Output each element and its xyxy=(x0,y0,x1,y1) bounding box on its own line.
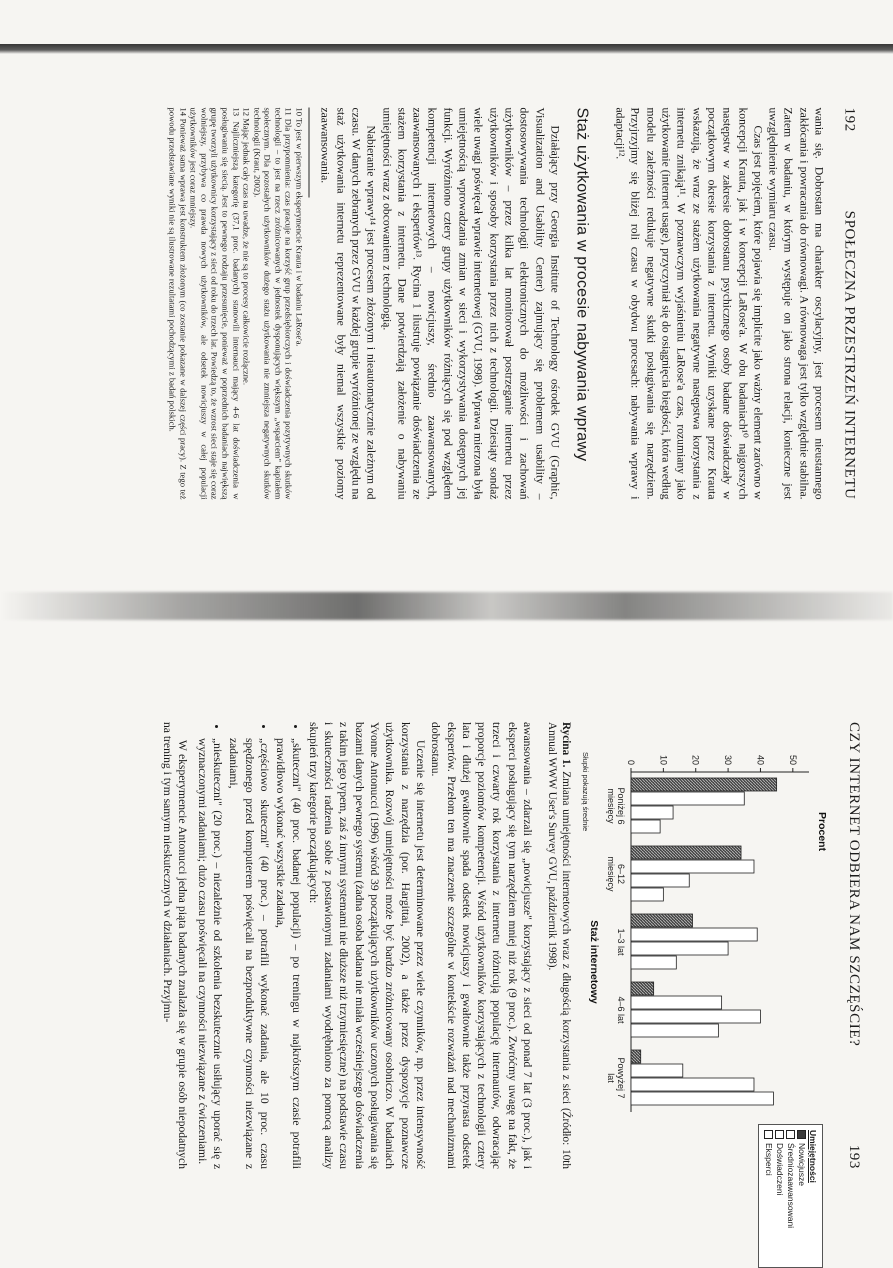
bar xyxy=(631,1024,718,1037)
footnote: 11 Dla przypomnienia: czas pracuje na korzyść grup przedsiębiorczych i doświadczenia pozytywnych skutków technologii – to jest na rzecz zróżnicowanych w jednostek dysponujących większym „wsparciem" kapitałem społecznym. Dla pozostałych użytkowników dużego stażu użytkowania nie zmniejsza negatywnych skutków technologii (Kraut, 2002). xyxy=(252,108,294,500)
legend-entry xyxy=(785,1130,796,1262)
paragraph: Czas jest pojęciem, które pojawia się implicite jako ważny element zarówno w koncepcji Krauta, jak i w koncepcji LaRose'a. W obu badaniach¹⁰ najgorszych następstw w zakresie dobrostanu psychicznego osoby badane doświadczały w początkowym okresie korzystania z internetu. Wyniki uzyskane przez Krauta wskazują, że wraz ze stażem użytkowania negatywne następstwa korzystania z internetu znikają¹¹. W poznawczym wyjaśnieniu LaRose'a czas, rozumiany jako użytkowanie (internet usage), przyczyniał się do osiągnięcia biegłości, która według modelu zależności redukuje negatywne skutki posługiwania się narzędziem. Przyjrzyjmy się bliżej roli czasu w obydwu procesach: nabywania wprawy i adaptacji¹². xyxy=(612,108,765,500)
footnote-rule xyxy=(309,108,310,198)
legend-swatch xyxy=(797,1130,806,1139)
bar xyxy=(631,820,660,833)
y-tick-label: 30 xyxy=(723,755,733,765)
x-tick-label: 4–6 lat xyxy=(616,996,626,1024)
legend-swatch xyxy=(764,1130,773,1139)
running-title-right: CZY INTERNET ODBIERA NAM SZCZĘŚCIE? xyxy=(845,722,862,1046)
legend-swatch xyxy=(775,1130,784,1139)
figure-1 xyxy=(581,722,831,1169)
caption-label: Rycina 1. xyxy=(560,722,572,767)
y-tick-label: 50 xyxy=(788,755,798,765)
bar xyxy=(631,806,673,819)
legend-entry xyxy=(774,1130,785,1262)
y-axis-title: Procent xyxy=(816,812,828,852)
list-item: • „nieskuteczni" (20 proc.) – niezależnie od szkolenia bezskutecznie usiłujący uporać się z wyznaczonymi zadaniami; dużo czasu poświęcali na czynności niezwiązane z ćwiczeniami. xyxy=(194,738,225,1169)
legend-entry xyxy=(763,1130,774,1262)
bar xyxy=(631,860,754,873)
x-axis-title: Staż internetowy xyxy=(588,920,600,1004)
x-tick-label-line2: miesięcy xyxy=(606,788,616,824)
book-spine-seam xyxy=(0,592,893,620)
x-tick-label: Poniżej 6 xyxy=(616,787,626,824)
paragraph: W eksperymencie Antonucci jedna piąta badanych znalazła się w grupie osób niepodatnych na trening i tym samym nieskutecznych w działaniach. Przyjmu- xyxy=(160,722,191,1169)
bar xyxy=(631,928,757,941)
bar xyxy=(631,982,654,995)
list-item: • „skuteczni" (40 proc. badanej populacji) – po treningu w najkrótszym czasie potrafili prawidłowo wykonać wszystkie zadania, xyxy=(273,738,304,1169)
paragraph: wania się. Dobrostan ma charakter oscylacyjny, jest procesem nieustannego zakłócania i powracania do równowagi. A równowaga jest tylko względnie stabilna. Zatem w badaniu, w którym występuje on jako strona relacji, konieczne jest uwzględnienie wymiaru czasu. xyxy=(765,108,826,500)
x-tick-label: 1–3 lat xyxy=(616,928,626,956)
section-heading: Staż użytkowania w procesie nabywania wprawy xyxy=(572,108,590,500)
y-tick-label: 0 xyxy=(626,760,636,765)
bar xyxy=(631,1064,683,1077)
bar xyxy=(631,1010,760,1023)
footnote: 10 To jest w pierwszym eksperymencie Krauta i w badaniu LaRose'a. xyxy=(294,108,305,500)
bar-chart xyxy=(581,722,831,1122)
x-tick-label-line2: miesięcy xyxy=(606,856,616,892)
x-tick-label-line2: lat xyxy=(606,1073,616,1083)
x-tick-label: Powyżej 7 xyxy=(616,1057,626,1098)
chart-note: Słupki pokazują średnie xyxy=(581,752,590,831)
paragraph: Nabieranie wprawy¹⁴ jest procesem złożonym i nieautomatycznie zależnym od czasu. W danych zebranych przez GVU w każdej grupie wyróżnionej ze względu na staż użytkowania internetu reprezentowane były niemal wszystkie poziomy zaawansowania. xyxy=(318,108,379,500)
bar xyxy=(631,792,744,805)
chart-legend xyxy=(758,1124,823,1268)
page-193-inner xyxy=(0,662,892,1217)
footnote: 12 Mając jednak cały czas na uwadze, że nie są to procesy całkowicie rozłączne. xyxy=(241,108,252,500)
legend-label: Eksperci xyxy=(763,1143,774,1176)
y-tick-label: 10 xyxy=(658,755,668,765)
page-number-192: 192 xyxy=(841,108,858,132)
legend-label: Nowicjusze xyxy=(796,1143,807,1186)
running-head-left xyxy=(841,108,858,500)
bar xyxy=(631,888,663,901)
bar xyxy=(631,1092,773,1105)
page-192-inner xyxy=(1,48,893,548)
footnote: 13 Najliczniejszą kategorię (37,1 proc. badanych) stanowili internauci mający 4-6 lat doświadczenia w posługiwaniu się siecią. Jest to pewnego rodzaju przesunięcie, ponieważ w poprzednich badaniach największą grupę tworzyli użytkownicy korzystający z sieci od roku do trzech lat. Powiedzą to, że wzrost sieci staje się coraz wolniejszy, przybywa co prawda nowych użytkowników, ale odsetek nowicjuszy w całej populacji użytkowników jest coraz mniejszy. xyxy=(188,108,241,500)
bar xyxy=(631,1078,754,1091)
y-tick-label: 40 xyxy=(755,755,765,765)
y-tick-label: 20 xyxy=(691,755,701,765)
x-tick-label: 6–12 xyxy=(616,864,626,884)
page-193 xyxy=(0,662,892,1217)
figure-caption xyxy=(545,722,573,1169)
caption-text: Zmiana umiejętności internetowych wraz z długością korzystania z sieci (Źródło: 10th Annual WWW User's Survey GVU, październik 1998). xyxy=(546,722,572,1169)
bar xyxy=(631,914,692,927)
legend-title: Umiejętności xyxy=(807,1130,818,1262)
paragraph: Uczenie się internetu jest determinowane przez wiele czynników, np. przez intensywność korzystania z narzędzia (por. Hargittai, 2002), a także przez dyspozycje poznawcze użytkownika. Rozwój umiejętności może być bardzo zróżnicowany osobniczo. W badaniach Yvonne Antonucci (1996) wśród 39 początkujących użytkowników uczonych posługiwania się bazami danych pewnego systemu (żadna osoba badana nie miała wcześniejszego doświadczenia z takim jego typem, zaś z innymi systemami nie dłuższe niż trzymiesięczne) na podstawie czasu i skuteczności radzenia sobie z postawionymi zadaniami wyodrębniono za pomocą analizy skupień trzy kategorie początkujących: xyxy=(306,722,428,1169)
bar xyxy=(631,846,741,859)
page-192 xyxy=(1,48,893,548)
legend-label: Średniozaawansowani xyxy=(785,1143,796,1228)
legend-entry xyxy=(796,1130,807,1262)
page-number-193: 193 xyxy=(845,1145,862,1169)
bar xyxy=(631,942,728,955)
bar xyxy=(631,996,722,1009)
legend-swatch xyxy=(786,1130,795,1139)
bar xyxy=(631,1050,641,1063)
footnote: 14 Ponieważ sama wprawa jest konstruktem złożonym (co zostanie pokazane w dalszej części pracy). Z tego też powodu przedstawiane wyniki nie są ilustrowane rezultatami pochodzącymi z badań polskich. xyxy=(167,108,188,500)
bar xyxy=(631,874,689,887)
list-item: • „częściowo skuteczni" (40 proc.) – potrafili wykonać zadania, ale 10 proc. czasu spędzonego przed komputerem poświęcali na bezproduktywne czynności niezwiązane z zadaniami, xyxy=(226,738,272,1169)
paragraph: Działający przy Georgia Institute of Technology ośrodek GVU (Graphic, Visualization and Usability Center) zajmujący się problemem usability – dostosowywania technologii elektronicznych do możliwości i zachowań użytkowników – przez kilka lat monitorował postrzeganie internetu przez użytkowników i sposoby korzystania przez nich z technologii. Dziesiąty sondaż wiele uwagi poświęcał wprawie internetowej (GVU, 1998). Wprawa mierzona była umiejętnością wprowadzania zmian w sieci i wykorzystywania dostępnych jej funkcji. Wyróżniono cztery grupy użytkowników różniących się pod względem kompetencji internetowych – nowicjuszy, średnio zaawansowanych, zaawansowanych i ekspertów¹³. Rycina 1 ilustruje powiązanie doświadczenia ze stażem korzystania z internetu. Dane potwierdzają założenie o nabywaniu umiejętności wraz z obcowaniem z technologią. xyxy=(379,108,563,500)
running-title-left: SPOŁECZNA PRZESTRZEŃ INTERNETU xyxy=(841,211,858,500)
paragraph: awansowania – zdarzali się „nowicjusze" korzystający z sieci od ponad 7 lat (3 proc.), jak i eksperci posługujący się tym narzędziem mniej niż rok (9 proc.). Zwróćmy uwagę na fakt, że trzeci i czwarty rok korzystania z internetu różnicują populację internautów, odwracając proporcje poziomów kompetencji. Wśród użytkowników korzystających z technologii cztery lata i dłużej gwałtownie spada odsetek nowicjuszy i gwałtownie także przyrasta odsetek ekspertów. Przełom ten ma znaczenie szczególne w kontekście rozważań nad mechanizmami dobrostanu. xyxy=(428,722,535,1169)
bar xyxy=(631,778,777,791)
running-head-right xyxy=(845,722,862,1169)
bullet-list xyxy=(194,722,303,1169)
legend-label: Doświadczeni xyxy=(774,1143,785,1195)
bar xyxy=(631,956,676,969)
